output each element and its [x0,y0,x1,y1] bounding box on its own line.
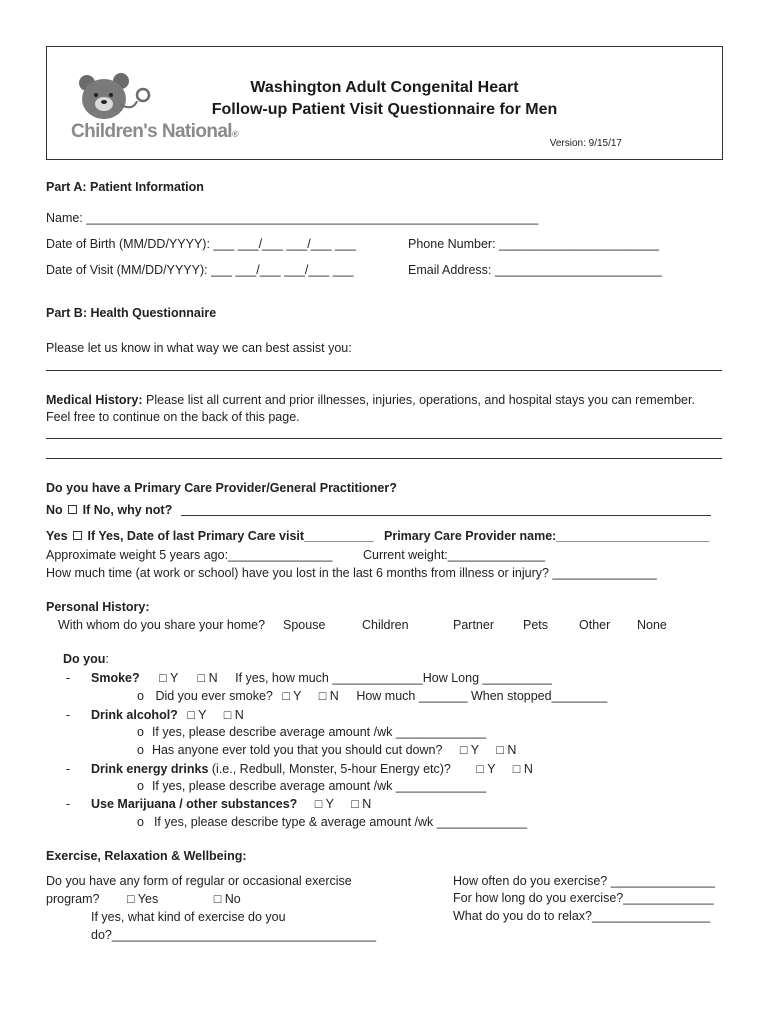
medical-history-prompt: Medical History: Please list all current and prior illnesses, injuries, operations, and hospital stays you can remember. [46,393,695,407]
current-weight-field[interactable]: Current weight:______________ [363,548,546,562]
alcohol-row: Drink alcohol? □ Y □ N [91,708,244,722]
alcohol-cut-down-row: o Has anyone ever told you that you should cut down? □ Y □ N [137,743,517,757]
form-title: Washington Adult Congenital Heart [250,79,519,96]
option-other[interactable]: Other [579,618,611,632]
no-label: No [46,503,63,517]
alcohol-n-option[interactable]: N [234,708,244,722]
primary-care-yes-row [46,529,374,543]
date-of-birth-field[interactable]: Date of Birth (MM/DD/YYYY): ___ ___/___ ___/___ ___ [46,237,356,251]
name-field-label[interactable]: Name: _________________________________________________________________ [46,211,539,225]
logo-text: Children's National® [71,121,239,142]
primary-care-question: Do you have a Primary Care Provider/General Practitioner? [46,481,397,495]
marijuana-amount-row: o If yes, please describe type & average amount /wk _____________ [137,815,528,829]
ever-smoke-y-option[interactable]: Y [293,689,302,703]
marijuana-y-option[interactable]: Y [325,797,334,811]
option-spouse[interactable]: Spouse [283,618,326,632]
bullet-dash: - [66,671,71,685]
when-stopped-field[interactable]: How much _______ When stopped________ [356,689,608,703]
smoke-amount-field[interactable]: If yes, how much _____________How Long __________ [235,671,553,685]
energy-n-option[interactable]: N [523,762,533,776]
part-b-heading: Part B: Health Questionnaire [46,306,217,320]
form-subtitle: Follow-up Patient Visit Questionnaire for Men [211,101,558,118]
cut-down-y-option[interactable]: Y [470,743,479,757]
energy-drinks-row: Drink energy drinks (i.e., Redbull, Monster, 5-hour Energy etc)? □ Y □ N [91,762,533,776]
exercise-frequency-field[interactable]: How often do you exercise? _______________ [453,874,716,888]
weight-5-years-field[interactable]: Approximate weight 5 years ago:_______________ [46,548,333,562]
no-reason-line[interactable] [181,515,711,516]
exercise-duration-field[interactable]: For how long do you exercise?_____________ [453,891,714,905]
date-of-visit-field[interactable]: Date of Visit (MM/DD/YYYY): ___ ___/___ ___/___ ___ [46,263,354,277]
cut-down-n-option[interactable]: N [507,743,517,757]
smoke-y-option[interactable]: Y [169,671,179,685]
smoke-n-option[interactable]: N [208,671,218,685]
version-label: Version: 9/15/17 [549,138,622,149]
yes-checkbox[interactable] [73,531,82,540]
exercise-heading: Exercise, Relaxation & Wellbeing: [46,849,247,863]
marijuana-n-option[interactable]: N [362,797,372,811]
no-checkbox[interactable] [68,505,77,514]
yes-followup: If Yes, Date of last Primary Care visit__________ [87,529,374,543]
marijuana-amount-field[interactable]: If yes, please describe type & average amount /wk _____________ [153,815,528,829]
assist-prompt: Please let us know in what way we can best assist you: [46,341,352,355]
exercise-program-question: Do you have any form of regular or occasional exercise [46,874,352,888]
yes-label: Yes [46,529,68,543]
alcohol-y-option[interactable]: Y [198,708,207,722]
marijuana-row: Use Marijuana / other substances? □ Y □ N [91,797,372,811]
exercise-yes-option[interactable]: Yes [137,892,159,906]
provider-name-field[interactable]: Primary Care Provider name:______________________ [384,529,710,543]
assist-answer-line[interactable] [46,370,722,371]
alcohol-amount-row: o If yes, please describe average amount /wk _____________ [137,725,487,739]
header-box [46,46,723,160]
exercise-kind-question: If yes, what kind of exercise do you [91,910,286,924]
option-pets[interactable]: Pets [523,618,549,632]
exercise-no-option[interactable]: No [224,892,241,906]
medical-history-answer-line-2[interactable] [46,458,722,459]
medical-history-answer-line-1[interactable] [46,438,722,439]
time-lost-field[interactable]: How much time (at work or school) have you lost in the last 6 months from illness or injury? _______________ [46,566,657,580]
energy-y-option[interactable]: Y [487,762,496,776]
ever-smoke-row: o Did you ever smoke? □ Y □ N How much _______ When stopped________ [137,689,608,703]
exercise-program-row: program? □ Yes □ No [46,892,241,906]
smoke-row: Smoke? □ Y □ N If yes, how much _____________How Long __________ [91,671,553,685]
do-you-heading: Do you: [63,652,109,666]
email-address-field[interactable]: Email Address: ________________________ [408,263,662,277]
phone-number-field[interactable]: Phone Number: _______________________ [408,237,659,251]
option-children[interactable]: Children [362,618,409,632]
medical-history-note: Feel free to continue on the back of this page. [46,410,300,424]
alcohol-amount-field[interactable]: If yes, please describe average amount /wk _____________ [151,725,487,739]
relaxation-field[interactable]: What do you do to relax?_________________ [453,909,711,923]
energy-amount-row: o If yes, please describe average amount /wk _____________ [137,779,487,793]
share-home-question: With whom do you share your home? [58,618,266,632]
option-partner[interactable]: Partner [453,618,494,632]
exercise-kind-field[interactable]: do?______________________________________ [91,928,377,942]
ever-smoke-n-option[interactable]: N [329,689,339,703]
primary-care-no-row [46,503,172,517]
part-a-heading: Part A: Patient Information [46,180,204,194]
option-none[interactable]: None [637,618,667,632]
no-followup: If No, why not? [82,503,173,517]
personal-history-heading: Personal History: [46,600,150,614]
energy-amount-field[interactable]: If yes, please describe average amount /wk _____________ [151,779,487,793]
